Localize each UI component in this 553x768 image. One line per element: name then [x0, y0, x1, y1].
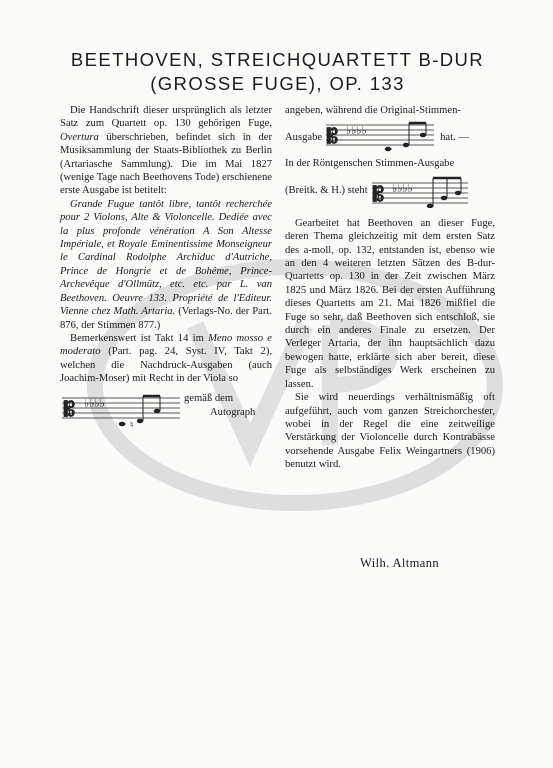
- italic-run: Overtura: [60, 131, 99, 143]
- incipit-label: gemäß dem: [184, 392, 234, 404]
- paragraph-manuscript: [60, 104, 272, 198]
- incipit-label: Autograph: [210, 406, 256, 418]
- text-run: hat. —: [440, 131, 469, 143]
- svg-text:𝄡: 𝄡: [327, 124, 339, 149]
- text-run: (Verlags-No. der Part. 876, der Stimmen 877.): [60, 306, 272, 331]
- svg-text:𝄡: 𝄡: [64, 396, 76, 421]
- title-line-1: BEETHOVEN, STREICHQUARTETT B-DUR: [70, 49, 485, 70]
- music-staff-icon: [372, 174, 468, 208]
- left-column: [60, 104, 272, 432]
- music-incipit-original: [285, 120, 495, 154]
- incipit-label: Ausgabe: [285, 131, 323, 143]
- page-title: [40, 48, 515, 96]
- svg-text:𝄡: 𝄡: [372, 181, 384, 206]
- svg-text:♮: ♮: [130, 419, 134, 430]
- svg-text:♭♭♭♭: ♭♭♭♭: [84, 396, 105, 410]
- music-incipit-autograph: [60, 390, 272, 432]
- text-line: In der Röntgenschen Stimmen-Ausgabe: [285, 158, 455, 170]
- italic-run: Meno mosso e moderato: [60, 332, 273, 358]
- music-incipit-roentgen: [285, 174, 495, 208]
- music-staff-icon: [62, 390, 180, 430]
- paragraph-composition-history: Gearbeitet hat Beethoven an dieser Fuge, deren Thema gleichzeitig mit dem ersten Satz des a-moll, op. 132, entstanden ist, ebenso wie an den 4 weiteren letzten Sätzen des B-dur-Quartetts op. 130 in der Zeit zwischen März 1825 und März 1826. Bei der ersten Aufführung dieses Quartetts am 21. Mai 1826 mißfiel die Fuge so sehr, daß Beethoven sich entschloß, sie durch ein anderes Finale zu ersetzen. Der Verleger Artaria, der ihn hauptsächlich dazu bewogen hatte, erklärte sich aber bereit, diese Fuge als selbständiges Werk erscheinen zu lassen.: [285, 217, 495, 390]
- svg-text:♭♭♭♭: ♭♭♭♭: [346, 124, 367, 138]
- author-signature: Wilh. Altmann: [360, 556, 439, 570]
- text-run: (Part. pag. 24, Syst. IV, Takt 2), welchen die Nachdruck-Ausgaben (auch Joachim-Moser) mit Recht in der Viola so: [60, 346, 272, 385]
- italic-run: Grande Fugue tantôt libre, tantôt recherchée pour 2 Violons, Alte & Violoncelle. Dediée avec la plus profonde vénération A Son Altesse Impériale, et Royale Eminentissime Monseigneur le Cardinal Rodolphe Archiduc d'Autriche, Prince de Hongrie et de Bohême, Prince-Archevêque d'Ollmütz, etc. etc. par L. van Beethoven. Oeuvre 133. Propriété de l'Editeur. Vienne chez Math. Artaria.: [60, 198, 272, 318]
- paragraph-bar-14: [60, 332, 272, 386]
- text-run: Bemerkenswert ist Takt 14 im: [70, 332, 204, 344]
- paragraph-title-page: [60, 198, 272, 332]
- text-line: angeben, während die Original-Stimmen-: [285, 105, 461, 116]
- music-staff-icon: [326, 120, 434, 154]
- incipit-label: (Breitk. & H.) steht: [285, 185, 368, 197]
- text-run: Die Handschrift dieser ursprünglich als letzter Satz zum Quartett op. 130 gehörigen Fuge,: [60, 105, 272, 130]
- title-line-2: (GROSSE FUGE), OP. 133: [150, 73, 405, 94]
- right-column: [285, 104, 495, 472]
- text-run: überschrieben, befindet sich in der Musiksammlung der Staats-Bibliothek zu Berlin (Artariasche Sammlung). Die im Mai 1827 (wenige Tage nach Beethovens Tode) erschienene erste Ausgabe ist betitelt:: [60, 131, 272, 197]
- paragraph-performance: Sie wird neuerdings verhältnismäßig oft aufgeführt, auch vom ganzen Streichorchester, wobei in der Regel die eine zeitweilige Verstärkung der Violoncelle durch Kontrabässe vorsehende Ausgabe Felix Weingartners (1906) benutzt wird.: [285, 392, 495, 471]
- svg-text:♭♭♭♭: ♭♭♭♭: [391, 181, 413, 195]
